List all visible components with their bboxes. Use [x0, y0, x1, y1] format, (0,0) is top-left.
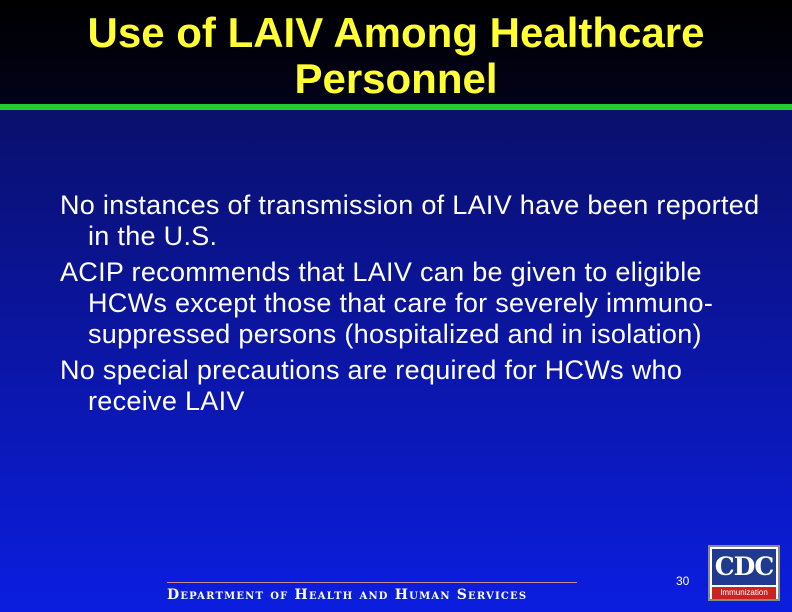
bullet-list: [60, 190, 760, 422]
cdc-logo-word: Immunization: [720, 588, 768, 597]
cdc-logo: [708, 545, 780, 601]
title-divider: [0, 104, 792, 110]
footer-department-name: Department of Health and Human Services: [167, 587, 528, 603]
bullet-item: No instances of transmission of LAIV have been reported in the U.S.: [60, 190, 760, 251]
slide-title: [0, 10, 792, 102]
slide-title-line-1: Use of LAIV Among Healthcare: [87, 9, 705, 56]
cdc-logo-letters: CDC: [714, 552, 774, 581]
bullet-item: No special precautions are required for HCWs who receive LAIV: [60, 355, 683, 416]
page-number: 30: [676, 574, 690, 588]
bullet-item: ACIP recommends that LAIV can be given to eligible HCWs except those that care for severely immuno-suppressed persons (hospitalized and in isolation): [60, 257, 714, 349]
cdc-logo-band: [712, 587, 776, 599]
title-bar: [0, 0, 792, 106]
footer-divider: [167, 582, 577, 583]
slide-title-line-2: Personnel: [294, 55, 498, 102]
cdc-logo-mark: [712, 549, 776, 585]
